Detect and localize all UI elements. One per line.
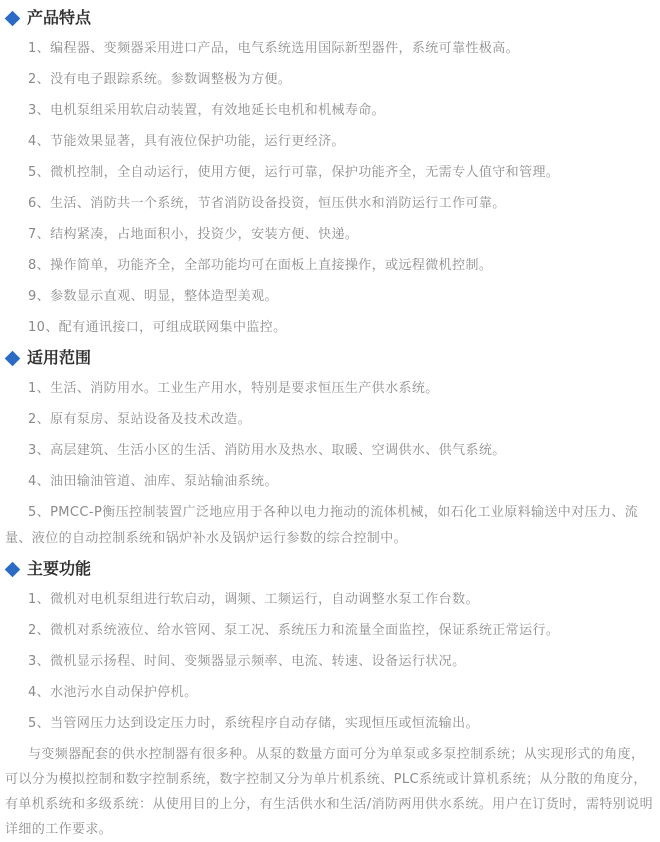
section-heading [7, 348, 654, 368]
list-item: 4、节能效果显著，具有液位保护功能，运行更经济。 [28, 134, 345, 149]
list-item: 4、水池污水自动保护停机。 [28, 685, 198, 700]
section-heading [7, 559, 654, 579]
list-item: 3、高层建筑、生活小区的生活、消防用水及热水、取暖、空调供水、供气系统。 [28, 443, 506, 458]
section-title: 主要功能 [27, 559, 92, 578]
section-heading [7, 8, 654, 28]
list-item: 2、没有电子跟踪系统。参数调整极为方便。 [28, 72, 292, 87]
diamond-icon [5, 10, 21, 26]
list-item: 5、微机控制，全自动运行，使用方便，运行可靠，保护功能齐全，无需专人值守和管理。 [28, 165, 560, 180]
list-item: 9、参数显示直观、明显，整体造型美观。 [28, 289, 278, 304]
list-item: 2、微机对系统液位、给水管网、泵工况、系统压力和流量全面监控，保证系统正常运行。 [28, 623, 560, 638]
section-title: 产品特点 [27, 8, 92, 27]
list-item: 1、编程器、变频器采用进口产品，电气系统选用国际新型器件，系统可靠性极高。 [28, 41, 520, 56]
list-item: 2、原有泵房、泵站设备及技术改造。 [28, 412, 252, 427]
list-item: 6、生活、消防共一个系统，节省消防设备投资，恒压供水和消防运行工作可靠。 [28, 196, 506, 211]
list-item: 10、配有通讯接口，可组成联网集中监控。 [28, 320, 287, 335]
diamond-icon [5, 561, 21, 577]
list-item: 7、结构紧凑，占地面积小，投资少，安装方便、快递。 [28, 227, 359, 242]
list-item: 4、油田输油管道、油库、泵站输油系统。 [28, 474, 278, 489]
diamond-icon [5, 350, 21, 366]
list-item: 8、操作简单，功能齐全，全部功能均可在面板上直接操作，或远程微机控制。 [28, 258, 493, 273]
closing-paragraph: 与变频器配套的供水控制器有很多种。从泵的数量方面可分为单泵或多泵控制系统；从实现形式的角度，可以分为模拟控制和数字控制系统，数字控制又分为单片机系统、PLC系统或计算机系统；从分散的角度分，有单机系统和多级系统：从使用目的上分，有生活供水和生活/消防两用供水系统。用户在订货时，需特别说明详细的工作要求。 [5, 747, 653, 837]
list-item: 1、生活、消防用水。工业生产用水，特别是要求恒压生产供水系统。 [28, 381, 439, 396]
list-item: 3、电机泵组采用软启动装置，有效地延长电机和机械寿命。 [28, 103, 386, 118]
section-product-features [5, 8, 654, 341]
section-applicable-range [5, 348, 654, 552]
section-title: 适用范围 [27, 348, 92, 367]
section-main-functions [5, 559, 654, 842]
list-item: 1、微机对电机泵组进行软启动，调频、工频运行，自动调整水泵工作台数。 [28, 592, 479, 607]
list-item: 5、PMCC-P衡压控制装置广泛地应用于各种以电力拖动的流体机械，如石化工业原料输送中对压力、流量、液位的自动控制系统和锅炉补水及锅炉运行参数的综合控制中。 [5, 505, 639, 546]
list-item: 5、当管网压力达到设定压力时，系统程序自动存储，实现恒压或恒流输出。 [28, 716, 479, 731]
list-item: 3、微机显示扬程、时间、变频器显示频率、电流、转速、设备运行状况。 [28, 654, 466, 669]
